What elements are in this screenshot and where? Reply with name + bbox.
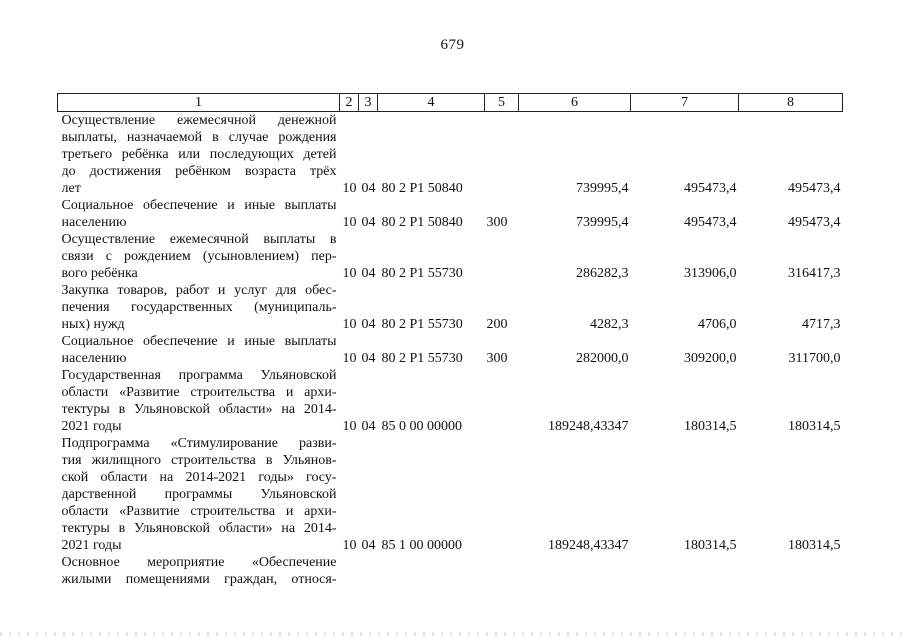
row-name-line: Закупка товаров, работ и услуг для обес- — [61, 283, 337, 298]
row-name-line: Осуществление ежемесячной денежной — [61, 113, 337, 128]
row-name-line: лет — [61, 181, 81, 196]
row-name-line: Государственная программа Ульяновской — [61, 368, 337, 383]
row-name-line: ных) нужд — [61, 317, 125, 332]
row-value-col-7: 495473,4 — [684, 215, 737, 230]
row-value-col-8: 495473,4 — [788, 215, 841, 230]
row-name-line: населению — [61, 215, 127, 230]
page-number: 679 — [440, 37, 465, 53]
row-section-code: 10 — [342, 215, 357, 230]
row-value-col-7 — [631, 554, 739, 588]
row-expense-type — [485, 367, 519, 435]
row-name-cell — [58, 554, 340, 588]
row-value-col-6: 189248,43347 — [548, 538, 629, 553]
row-value-col-8: 180314,5 — [788, 538, 841, 553]
row-subsection-code: 04 — [361, 419, 376, 434]
row-subsection-code: 04 — [361, 181, 376, 196]
row-value-col-6 — [519, 554, 631, 588]
row-section-code: 10 — [342, 419, 357, 434]
row-value-col-8: 180314,5 — [788, 419, 841, 434]
row-value-col-7: 495473,4 — [684, 181, 737, 196]
row-value-col-7: 313906,0 — [684, 266, 737, 281]
row-value-col-8: 4717,3 — [802, 317, 841, 332]
row-subsection-code: 04 — [361, 351, 376, 366]
row-name-line: вого ребёнка — [61, 266, 138, 281]
row-name-cell — [58, 367, 340, 435]
row-name-line: связи с рождением (усыновлением) пер- — [61, 249, 337, 264]
row-subsection-code: 04 — [361, 317, 376, 332]
row-name-line: тектуры в Ульяновской области» на 2014- — [61, 402, 337, 417]
row-target-article: 80 2 P1 50840 — [381, 215, 463, 230]
header-col-7: 7 — [631, 94, 739, 112]
table-row — [58, 333, 843, 367]
row-value-col-6: 189248,43347 — [548, 419, 629, 434]
row-target-article: 85 0 00 00000 — [381, 419, 462, 434]
scan-artifact-strip — [0, 632, 905, 636]
row-name-line: печения государственных (муниципаль- — [61, 300, 337, 315]
row-subsection-code — [359, 554, 378, 588]
row-value-col-6: 282000,0 — [576, 351, 629, 366]
row-expense-type — [485, 554, 519, 588]
row-subsection-code: 04 — [361, 215, 376, 230]
table-row — [58, 435, 843, 554]
row-name-cell — [58, 282, 340, 333]
row-value-col-6: 739995,4 — [576, 181, 629, 196]
row-section-code: 10 — [342, 351, 357, 366]
table-header — [58, 94, 843, 112]
row-subsection-code: 04 — [361, 266, 376, 281]
row-name-line: Социальное обеспечение и иные выплаты — [61, 198, 337, 213]
header-col-1: 1 — [58, 94, 340, 112]
row-expense-type: 300 — [486, 351, 508, 366]
header-row — [58, 94, 843, 112]
row-name-line: 2021 годы — [61, 538, 122, 553]
row-name-cell — [58, 231, 340, 282]
table-row — [58, 112, 843, 198]
row-name-line: тектуры в Ульяновской области» на 2014- — [61, 521, 337, 536]
header-col-2: 2 — [340, 94, 359, 112]
header-col-8: 8 — [739, 94, 843, 112]
row-name-cell — [58, 435, 340, 554]
row-name-line: Социальное обеспечение и иные выплаты — [61, 334, 337, 349]
row-target-article: 80 2 P1 50840 — [381, 181, 463, 196]
row-name-line: Подпрограмма «Стимулирование разви- — [61, 436, 337, 451]
row-target-article: 85 1 00 00000 — [381, 538, 462, 553]
row-expense-type — [485, 112, 519, 198]
row-name-line: области «Развитие строительства и архи- — [61, 385, 337, 400]
row-name-line: третьего ребёнка или последующих детей — [61, 147, 337, 162]
row-section-code — [340, 554, 359, 588]
row-value-col-6: 286282,3 — [576, 266, 629, 281]
row-target-article — [378, 554, 485, 588]
row-value-col-8: 495473,4 — [788, 181, 841, 196]
row-value-col-8 — [739, 554, 843, 588]
table-body — [58, 112, 843, 589]
row-value-col-7: 180314,5 — [684, 419, 737, 434]
row-name-line: Осуществление ежемесячной выплаты в — [61, 232, 337, 247]
row-name-line: выплаты, назначаемой в случае рождения — [61, 130, 337, 145]
row-value-col-8: 311700,0 — [788, 351, 841, 366]
table-row — [58, 282, 843, 333]
row-expense-type — [485, 231, 519, 282]
table-row — [58, 367, 843, 435]
row-name-line: области «Развитие строительства и архи- — [61, 504, 337, 519]
row-target-article: 80 2 P1 55730 — [381, 351, 463, 366]
row-expense-type: 300 — [486, 215, 508, 230]
row-value-col-7: 4706,0 — [698, 317, 737, 332]
budget-table — [57, 93, 843, 588]
row-value-col-8: 316417,3 — [788, 266, 841, 281]
row-value-col-6: 4282,3 — [590, 317, 629, 332]
table-row — [58, 197, 843, 231]
table-row — [58, 231, 843, 282]
table-row — [58, 554, 843, 588]
row-name-line: жилыми помещениями граждан, относя- — [61, 572, 337, 587]
header-col-6: 6 — [519, 94, 631, 112]
row-target-article: 80 2 P1 55730 — [381, 266, 463, 281]
row-section-code: 10 — [342, 181, 357, 196]
row-section-code: 10 — [342, 317, 357, 332]
row-name-line: населению — [61, 351, 127, 366]
row-expense-type: 200 — [486, 317, 508, 332]
header-col-5: 5 — [485, 94, 519, 112]
row-name-cell — [58, 197, 340, 231]
row-name-line: тия жилищного строительства в Ульянов- — [61, 453, 337, 468]
row-name-line: Основное мероприятие «Обеспечение — [61, 555, 337, 570]
row-name-line: 2021 годы — [61, 419, 122, 434]
header-col-3: 3 — [359, 94, 378, 112]
row-section-code: 10 — [342, 266, 357, 281]
row-section-code: 10 — [342, 538, 357, 553]
row-name-cell — [58, 112, 340, 198]
row-name-cell — [58, 333, 340, 367]
row-target-article: 80 2 P1 55730 — [381, 317, 463, 332]
row-value-col-7: 180314,5 — [684, 538, 737, 553]
row-value-col-6: 739995,4 — [576, 215, 629, 230]
row-name-line: ской области на 2014-2021 годы» госу- — [61, 470, 337, 485]
row-name-line: до достижения ребёнком возраста трёх — [61, 164, 337, 179]
row-value-col-7: 309200,0 — [684, 351, 737, 366]
header-col-4: 4 — [378, 94, 485, 112]
row-expense-type — [485, 435, 519, 554]
row-name-line: дарственной программы Ульяновской — [61, 487, 337, 502]
row-subsection-code: 04 — [361, 538, 376, 553]
